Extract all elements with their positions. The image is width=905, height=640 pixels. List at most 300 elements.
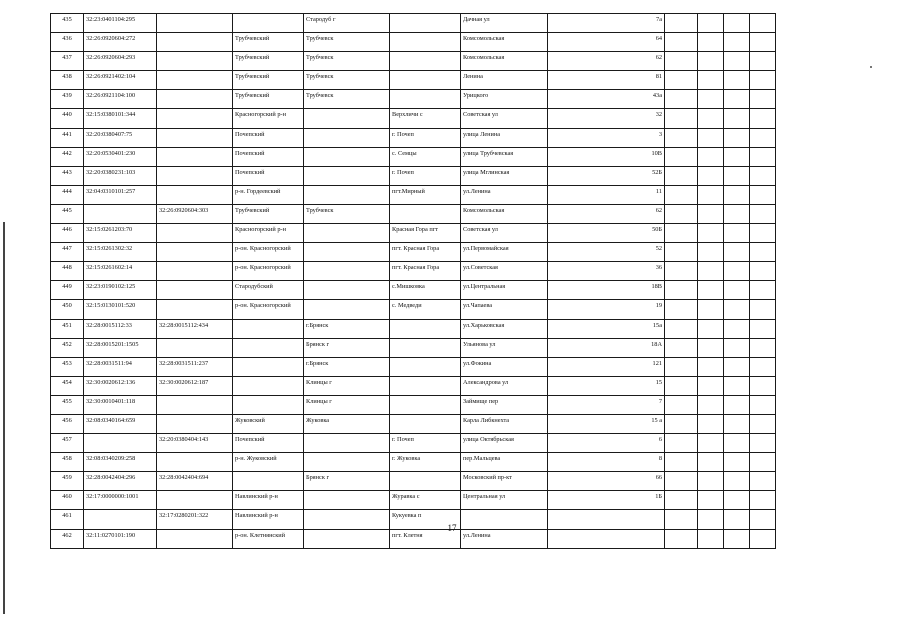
settlement-cell — [390, 395, 461, 414]
extra-col-4-cell — [750, 71, 776, 90]
district-cell: Почепский — [233, 128, 304, 147]
extra-col-1-cell — [665, 204, 698, 223]
district-cell: Трубчевский — [233, 33, 304, 52]
city-cell: Трубчевск — [304, 90, 390, 109]
alt-cadastral-number-cell — [157, 109, 233, 128]
table-row — [51, 185, 776, 204]
district-cell: Почепский — [233, 147, 304, 166]
street-cell: Комсомольская — [461, 204, 548, 223]
extra-col-2-cell — [698, 52, 724, 71]
extra-col-3-cell — [724, 224, 750, 243]
extra-col-2-cell — [698, 204, 724, 223]
extra-col-2-cell — [698, 376, 724, 395]
table-row — [51, 33, 776, 52]
extra-col-4-cell — [750, 434, 776, 453]
extra-col-4-cell — [750, 529, 776, 548]
extra-col-2-cell — [698, 128, 724, 147]
street-cell: Карла Либкнехта — [461, 414, 548, 433]
extra-col-4-cell — [750, 224, 776, 243]
city-cell — [304, 224, 390, 243]
district-cell: Красногорский р-н — [233, 109, 304, 128]
extra-col-4-cell — [750, 395, 776, 414]
extra-col-2-cell — [698, 166, 724, 185]
row-number-cell: 435 — [51, 14, 84, 33]
district-cell: Красногорский р-н — [233, 224, 304, 243]
table-row — [51, 71, 776, 90]
house-number-cell: 62 — [548, 52, 665, 71]
cadastral-number-cell: 32:26:0920604:272 — [84, 33, 157, 52]
house-number-cell: 121 — [548, 357, 665, 376]
alt-cadastral-number-cell: 32:28:0031511:237 — [157, 357, 233, 376]
house-number-cell — [548, 510, 665, 529]
alt-cadastral-number-cell — [157, 395, 233, 414]
cadastral-number-cell: 32:28:0015201:1505 — [84, 338, 157, 357]
row-number-cell: 441 — [51, 128, 84, 147]
row-number-cell: 436 — [51, 33, 84, 52]
table-row — [51, 453, 776, 472]
extra-col-1-cell — [665, 357, 698, 376]
settlement-cell — [390, 52, 461, 71]
street-cell: Дачная ул — [461, 14, 548, 33]
city-cell — [304, 453, 390, 472]
extra-col-4-cell — [750, 204, 776, 223]
row-number-cell: 456 — [51, 414, 84, 433]
extra-col-4-cell — [750, 491, 776, 510]
extra-col-1-cell — [665, 376, 698, 395]
city-cell — [304, 281, 390, 300]
city-cell — [304, 166, 390, 185]
settlement-cell: г. Жуковка — [390, 453, 461, 472]
scan-edge-line — [3, 222, 5, 614]
settlement-cell: пгт. Клетня — [390, 529, 461, 548]
extra-col-1-cell — [665, 510, 698, 529]
city-cell — [304, 434, 390, 453]
row-number-cell: 461 — [51, 510, 84, 529]
cadastral-number-cell — [84, 204, 157, 223]
extra-col-3-cell — [724, 395, 750, 414]
city-cell: Трубчевск — [304, 33, 390, 52]
extra-col-3-cell — [724, 529, 750, 548]
settlement-cell — [390, 414, 461, 433]
house-number-cell: 15 а — [548, 414, 665, 433]
row-number-cell: 443 — [51, 166, 84, 185]
table-row — [51, 472, 776, 491]
extra-col-2-cell — [698, 90, 724, 109]
extra-col-2-cell — [698, 491, 724, 510]
settlement-cell: Красная Гора пгт — [390, 224, 461, 243]
street-cell: ул.Чапаева — [461, 300, 548, 319]
extra-col-3-cell — [724, 14, 750, 33]
table-row — [51, 14, 776, 33]
table-row — [51, 300, 776, 319]
cadastral-number-cell: 32:17:0000000:1001 — [84, 491, 157, 510]
street-cell: Комсомольская — [461, 33, 548, 52]
extra-col-3-cell — [724, 281, 750, 300]
alt-cadastral-number-cell — [157, 90, 233, 109]
extra-col-2-cell — [698, 185, 724, 204]
scan-speck — [870, 66, 872, 68]
alt-cadastral-number-cell — [157, 491, 233, 510]
alt-cadastral-number-cell — [157, 281, 233, 300]
extra-col-2-cell — [698, 147, 724, 166]
house-number-cell — [548, 529, 665, 548]
house-number-cell: 50Б — [548, 224, 665, 243]
extra-col-1-cell — [665, 319, 698, 338]
extra-col-2-cell — [698, 510, 724, 529]
house-number-cell: 18В — [548, 281, 665, 300]
extra-col-1-cell — [665, 395, 698, 414]
street-cell: пер.Мальцева — [461, 453, 548, 472]
district-cell — [233, 14, 304, 33]
district-cell — [233, 472, 304, 491]
row-number-cell: 446 — [51, 224, 84, 243]
house-number-cell: 52 — [548, 243, 665, 262]
cadastral-number-cell: 32:04:0310101:257 — [84, 185, 157, 204]
settlement-cell — [390, 357, 461, 376]
street-cell: ул.Советская — [461, 262, 548, 281]
alt-cadastral-number-cell — [157, 529, 233, 548]
extra-col-3-cell — [724, 414, 750, 433]
alt-cadastral-number-cell: 32:28:0042404:694 — [157, 472, 233, 491]
alt-cadastral-number-cell — [157, 185, 233, 204]
row-number-cell: 451 — [51, 319, 84, 338]
settlement-cell — [390, 376, 461, 395]
settlement-cell: г. Почеп — [390, 128, 461, 147]
district-cell — [233, 338, 304, 357]
extra-col-1-cell — [665, 472, 698, 491]
extra-col-2-cell — [698, 71, 724, 90]
extra-col-2-cell — [698, 434, 724, 453]
cadastral-number-cell: 32:20:0530401:230 — [84, 147, 157, 166]
extra-col-3-cell — [724, 90, 750, 109]
street-cell: Урицкого — [461, 90, 548, 109]
alt-cadastral-number-cell — [157, 453, 233, 472]
extra-col-1-cell — [665, 453, 698, 472]
street-cell: ул.Фокина — [461, 357, 548, 376]
extra-col-1-cell — [665, 529, 698, 548]
district-cell — [233, 395, 304, 414]
extra-col-4-cell — [750, 319, 776, 338]
street-cell: улица Мглинская — [461, 166, 548, 185]
extra-col-4-cell — [750, 262, 776, 281]
extra-col-1-cell — [665, 491, 698, 510]
table-row — [51, 90, 776, 109]
house-number-cell: 8 — [548, 453, 665, 472]
extra-col-2-cell — [698, 300, 724, 319]
extra-col-1-cell — [665, 281, 698, 300]
house-number-cell: 1Б — [548, 491, 665, 510]
house-number-cell: 10В — [548, 147, 665, 166]
cadastral-number-cell: 32:30:0010401:118 — [84, 395, 157, 414]
extra-col-2-cell — [698, 281, 724, 300]
settlement-cell — [390, 71, 461, 90]
extra-col-4-cell — [750, 414, 776, 433]
extra-col-4-cell — [750, 281, 776, 300]
street-cell: Советская ул — [461, 109, 548, 128]
alt-cadastral-number-cell: 32:28:0015112:434 — [157, 319, 233, 338]
extra-col-4-cell — [750, 357, 776, 376]
house-number-cell: 43а — [548, 90, 665, 109]
city-cell — [304, 147, 390, 166]
extra-col-2-cell — [698, 395, 724, 414]
row-number-cell: 462 — [51, 529, 84, 548]
extra-col-3-cell — [724, 357, 750, 376]
settlement-cell — [390, 90, 461, 109]
house-number-cell: 3 — [548, 128, 665, 147]
table-row — [51, 281, 776, 300]
cadastral-number-cell: 32:20:0380231:103 — [84, 166, 157, 185]
district-cell: Трубчевский — [233, 204, 304, 223]
extra-col-1-cell — [665, 14, 698, 33]
house-number-cell: 62 — [548, 204, 665, 223]
cadastral-number-cell: 32:15:0380101:344 — [84, 109, 157, 128]
row-number-cell: 445 — [51, 204, 84, 223]
city-cell — [304, 128, 390, 147]
alt-cadastral-number-cell: 32:20:0380404:143 — [157, 434, 233, 453]
extra-col-4-cell — [750, 52, 776, 71]
extra-col-3-cell — [724, 491, 750, 510]
house-number-cell: 81 — [548, 71, 665, 90]
cadastral-number-cell: 32:15:0261203:70 — [84, 224, 157, 243]
table-row — [51, 128, 776, 147]
row-number-cell: 442 — [51, 147, 84, 166]
cadastral-number-cell: 32:26:0921104:100 — [84, 90, 157, 109]
table-row — [51, 224, 776, 243]
table-row — [51, 243, 776, 262]
extra-col-4-cell — [750, 376, 776, 395]
extra-col-2-cell — [698, 529, 724, 548]
extra-col-3-cell — [724, 147, 750, 166]
district-cell: Почепский — [233, 434, 304, 453]
extra-col-1-cell — [665, 109, 698, 128]
cadastral-number-cell: 32:30:0020612:136 — [84, 376, 157, 395]
settlement-cell: г. Почеп — [390, 434, 461, 453]
city-cell — [304, 491, 390, 510]
settlement-cell: Журавка с — [390, 491, 461, 510]
settlement-cell: пгт.Мирный — [390, 185, 461, 204]
settlement-cell — [390, 14, 461, 33]
cadastral-number-cell: 32:20:0380407:75 — [84, 128, 157, 147]
city-cell: г.Брянск — [304, 319, 390, 338]
house-number-cell: 18А — [548, 338, 665, 357]
cadastral-number-cell: 32:26:0921402:104 — [84, 71, 157, 90]
district-cell: Навлинский р-н — [233, 510, 304, 529]
extra-col-1-cell — [665, 262, 698, 281]
extra-col-2-cell — [698, 414, 724, 433]
district-cell: Жуковский — [233, 414, 304, 433]
extra-col-4-cell — [750, 338, 776, 357]
street-cell: ул.Первомайская — [461, 243, 548, 262]
address-register-table — [50, 13, 776, 549]
house-number-cell: 32 — [548, 109, 665, 128]
city-cell: Трубчевск — [304, 204, 390, 223]
row-number-cell: 438 — [51, 71, 84, 90]
settlement-cell: пгт. Красная Гора — [390, 243, 461, 262]
extra-col-4-cell — [750, 243, 776, 262]
extra-col-3-cell — [724, 319, 750, 338]
cadastral-number-cell: 32:23:0190102:125 — [84, 281, 157, 300]
extra-col-1-cell — [665, 166, 698, 185]
row-number-cell: 460 — [51, 491, 84, 510]
city-cell — [304, 529, 390, 548]
extra-col-4-cell — [750, 90, 776, 109]
extra-col-4-cell — [750, 128, 776, 147]
city-cell — [304, 185, 390, 204]
row-number-cell: 459 — [51, 472, 84, 491]
city-cell: г.Брянск — [304, 357, 390, 376]
street-cell: улица Октябрьская — [461, 434, 548, 453]
extra-col-1-cell — [665, 414, 698, 433]
city-cell: Стародуб г — [304, 14, 390, 33]
settlement-cell — [390, 204, 461, 223]
street-cell: Ленина — [461, 71, 548, 90]
table-row — [51, 52, 776, 71]
city-cell: Клинцы г — [304, 376, 390, 395]
extra-col-1-cell — [665, 71, 698, 90]
street-cell: Комсомольская — [461, 52, 548, 71]
alt-cadastral-number-cell — [157, 224, 233, 243]
alt-cadastral-number-cell — [157, 414, 233, 433]
row-number-cell: 453 — [51, 357, 84, 376]
street-cell: Ульянова ул — [461, 338, 548, 357]
cadastral-number-cell: 32:15:0130101:520 — [84, 300, 157, 319]
extra-col-3-cell — [724, 243, 750, 262]
extra-col-3-cell — [724, 472, 750, 491]
table-row — [51, 147, 776, 166]
table-row — [51, 395, 776, 414]
settlement-cell — [390, 33, 461, 52]
house-number-cell: 64 — [548, 33, 665, 52]
cadastral-number-cell: 32:15:0261602:14 — [84, 262, 157, 281]
settlement-cell: Верхличи с — [390, 109, 461, 128]
row-number-cell: 450 — [51, 300, 84, 319]
district-cell — [233, 357, 304, 376]
house-number-cell: 19 — [548, 300, 665, 319]
street-cell: Центральная ул — [461, 491, 548, 510]
house-number-cell: 36 — [548, 262, 665, 281]
extra-col-1-cell — [665, 224, 698, 243]
house-number-cell: 52Б — [548, 166, 665, 185]
settlement-cell: с.Мишковка — [390, 281, 461, 300]
city-cell — [304, 243, 390, 262]
house-number-cell: 7а — [548, 14, 665, 33]
extra-col-2-cell — [698, 453, 724, 472]
district-cell — [233, 376, 304, 395]
row-number-cell: 439 — [51, 90, 84, 109]
extra-col-4-cell — [750, 472, 776, 491]
row-number-cell: 458 — [51, 453, 84, 472]
extra-col-3-cell — [724, 204, 750, 223]
extra-col-1-cell — [665, 300, 698, 319]
cadastral-number-cell: 32:28:0042404:296 — [84, 472, 157, 491]
cadastral-number-cell: 32:26:0920604:293 — [84, 52, 157, 71]
row-number-cell: 437 — [51, 52, 84, 71]
extra-col-2-cell — [698, 357, 724, 376]
district-cell: р-он. Красногорский — [233, 243, 304, 262]
city-cell: Клинцы г — [304, 395, 390, 414]
extra-col-3-cell — [724, 166, 750, 185]
extra-col-4-cell — [750, 185, 776, 204]
city-cell: Трубчевск — [304, 71, 390, 90]
street-cell: ул.Харьковская — [461, 319, 548, 338]
extra-col-1-cell — [665, 52, 698, 71]
alt-cadastral-number-cell — [157, 243, 233, 262]
extra-col-3-cell — [724, 128, 750, 147]
extra-col-3-cell — [724, 453, 750, 472]
table-row — [51, 338, 776, 357]
alt-cadastral-number-cell — [157, 338, 233, 357]
table-body — [51, 14, 776, 549]
alt-cadastral-number-cell — [157, 71, 233, 90]
extra-col-4-cell — [750, 510, 776, 529]
table-row — [51, 166, 776, 185]
cadastral-number-cell: 32:15:0261302:32 — [84, 243, 157, 262]
city-cell: Брянск г — [304, 472, 390, 491]
extra-col-4-cell — [750, 300, 776, 319]
row-number-cell: 440 — [51, 109, 84, 128]
page-number: 17 — [447, 523, 457, 533]
extra-col-3-cell — [724, 109, 750, 128]
district-cell: Трубчевский — [233, 90, 304, 109]
street-cell: улица Ленина — [461, 128, 548, 147]
extra-col-1-cell — [665, 338, 698, 357]
table-row — [51, 319, 776, 338]
table-row — [51, 529, 776, 548]
alt-cadastral-number-cell — [157, 147, 233, 166]
table-row — [51, 491, 776, 510]
cadastral-number-cell: 32:08:0340164:659 — [84, 414, 157, 433]
row-number-cell: 448 — [51, 262, 84, 281]
street-cell: ул.Центральная — [461, 281, 548, 300]
city-cell: Жуковка — [304, 414, 390, 433]
house-number-cell: 15 — [548, 376, 665, 395]
extra-col-3-cell — [724, 434, 750, 453]
alt-cadastral-number-cell — [157, 14, 233, 33]
district-cell: р-он. Красногорский — [233, 262, 304, 281]
table-row — [51, 262, 776, 281]
city-cell — [304, 300, 390, 319]
street-cell: Займище пер — [461, 395, 548, 414]
table-row — [51, 376, 776, 395]
extra-col-3-cell — [724, 376, 750, 395]
cadastral-number-cell: 32:23:0401104:295 — [84, 14, 157, 33]
cadastral-number-cell: 32:28:0015112:33 — [84, 319, 157, 338]
alt-cadastral-number-cell: 32:17:0280201:322 — [157, 510, 233, 529]
extra-col-3-cell — [724, 510, 750, 529]
extra-col-1-cell — [665, 128, 698, 147]
alt-cadastral-number-cell — [157, 52, 233, 71]
settlement-cell — [390, 338, 461, 357]
extra-col-3-cell — [724, 71, 750, 90]
settlement-cell: с. Медведи — [390, 300, 461, 319]
district-cell: р-он. Клетнянский — [233, 529, 304, 548]
settlement-cell — [390, 472, 461, 491]
settlement-cell: Кукуевка п — [390, 510, 461, 529]
district-cell: Стародубский — [233, 281, 304, 300]
city-cell — [304, 510, 390, 529]
row-number-cell: 457 — [51, 434, 84, 453]
row-number-cell: 455 — [51, 395, 84, 414]
extra-col-3-cell — [724, 262, 750, 281]
extra-col-2-cell — [698, 338, 724, 357]
extra-col-2-cell — [698, 262, 724, 281]
extra-col-1-cell — [665, 33, 698, 52]
extra-col-1-cell — [665, 90, 698, 109]
district-cell — [233, 319, 304, 338]
extra-col-4-cell — [750, 453, 776, 472]
house-number-cell: 66 — [548, 472, 665, 491]
city-cell: Брянск г — [304, 338, 390, 357]
